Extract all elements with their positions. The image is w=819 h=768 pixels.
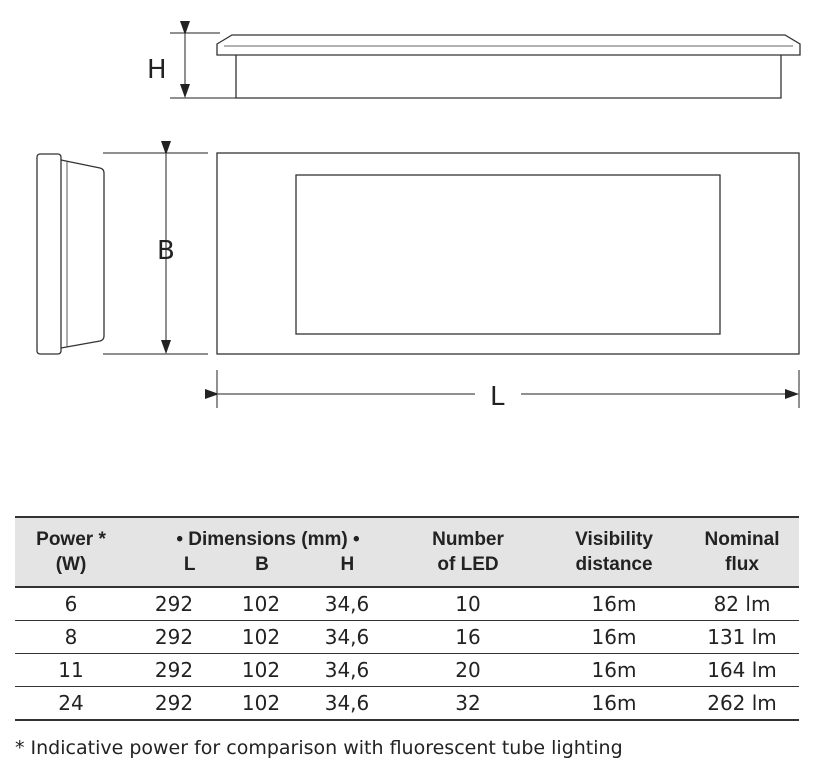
table-row: [15, 654, 799, 687]
header-power-line1: Power *: [36, 529, 106, 550]
cell-visibility: 16m: [543, 654, 685, 687]
header-leds-line2: of LED: [437, 554, 499, 575]
table-row: [15, 621, 799, 654]
cell-leds: 16: [393, 621, 543, 654]
specifications-table: [15, 516, 799, 721]
height-dimension: [170, 33, 236, 98]
header-dimensions: [127, 517, 393, 587]
cell-height: 34,6: [301, 587, 393, 621]
cell-power: 6: [15, 587, 127, 621]
cell-height: 34,6: [301, 687, 393, 721]
length-label: L: [490, 382, 505, 412]
width-label: B: [157, 236, 175, 266]
cell-flux: 164 lm: [685, 654, 799, 687]
front-view: [217, 153, 799, 354]
header-dim-h: H: [340, 554, 355, 575]
table-header-row: [15, 517, 799, 587]
cell-leds: 32: [393, 687, 543, 721]
cell-width: 102: [221, 654, 301, 687]
header-visibility-line2: distance: [575, 554, 653, 575]
cell-width: 102: [221, 687, 301, 721]
length-dimension: [217, 370, 799, 408]
cell-width: 102: [221, 621, 301, 654]
header-dim-b: B: [255, 554, 269, 575]
cell-visibility: 16m: [543, 621, 685, 654]
header-flux-line1: Nominal: [704, 529, 780, 550]
height-label: H: [147, 55, 167, 85]
cell-flux: 82 lm: [685, 587, 799, 621]
cell-power: 11: [15, 654, 127, 687]
cell-length: 292: [127, 654, 221, 687]
header-power: [15, 517, 127, 587]
cell-height: 34,6: [301, 621, 393, 654]
cell-power: 8: [15, 621, 127, 654]
header-power-line2: (W): [55, 554, 87, 575]
end-view: [37, 154, 104, 354]
cell-leds: 20: [393, 654, 543, 687]
cell-power: 24: [15, 687, 127, 721]
header-visibility: [543, 517, 685, 587]
cell-leds: 10: [393, 587, 543, 621]
cell-width: 102: [221, 587, 301, 621]
header-visibility-line1: Visibility: [575, 529, 653, 550]
footnote: * Indicative power for comparison with fluorescent tube lighting: [15, 737, 623, 759]
header-flux: [685, 517, 799, 587]
header-dim-l: L: [183, 554, 196, 575]
cell-length: 292: [127, 687, 221, 721]
table-row: [15, 687, 799, 721]
cell-flux: 262 lm: [685, 687, 799, 721]
table-row: [15, 587, 799, 621]
header-leds-line1: Number: [432, 529, 504, 550]
header-dimensions-title: • Dimensions (mm) •: [176, 529, 360, 550]
width-dimension: [103, 153, 208, 354]
header-flux-line2: flux: [725, 554, 759, 575]
cell-length: 292: [127, 587, 221, 621]
cell-length: 292: [127, 621, 221, 654]
header-leds: [393, 517, 543, 587]
side-view: [217, 35, 800, 98]
cell-flux: 131 lm: [685, 621, 799, 654]
cell-visibility: 16m: [543, 687, 685, 721]
cell-height: 34,6: [301, 654, 393, 687]
cell-visibility: 16m: [543, 587, 685, 621]
